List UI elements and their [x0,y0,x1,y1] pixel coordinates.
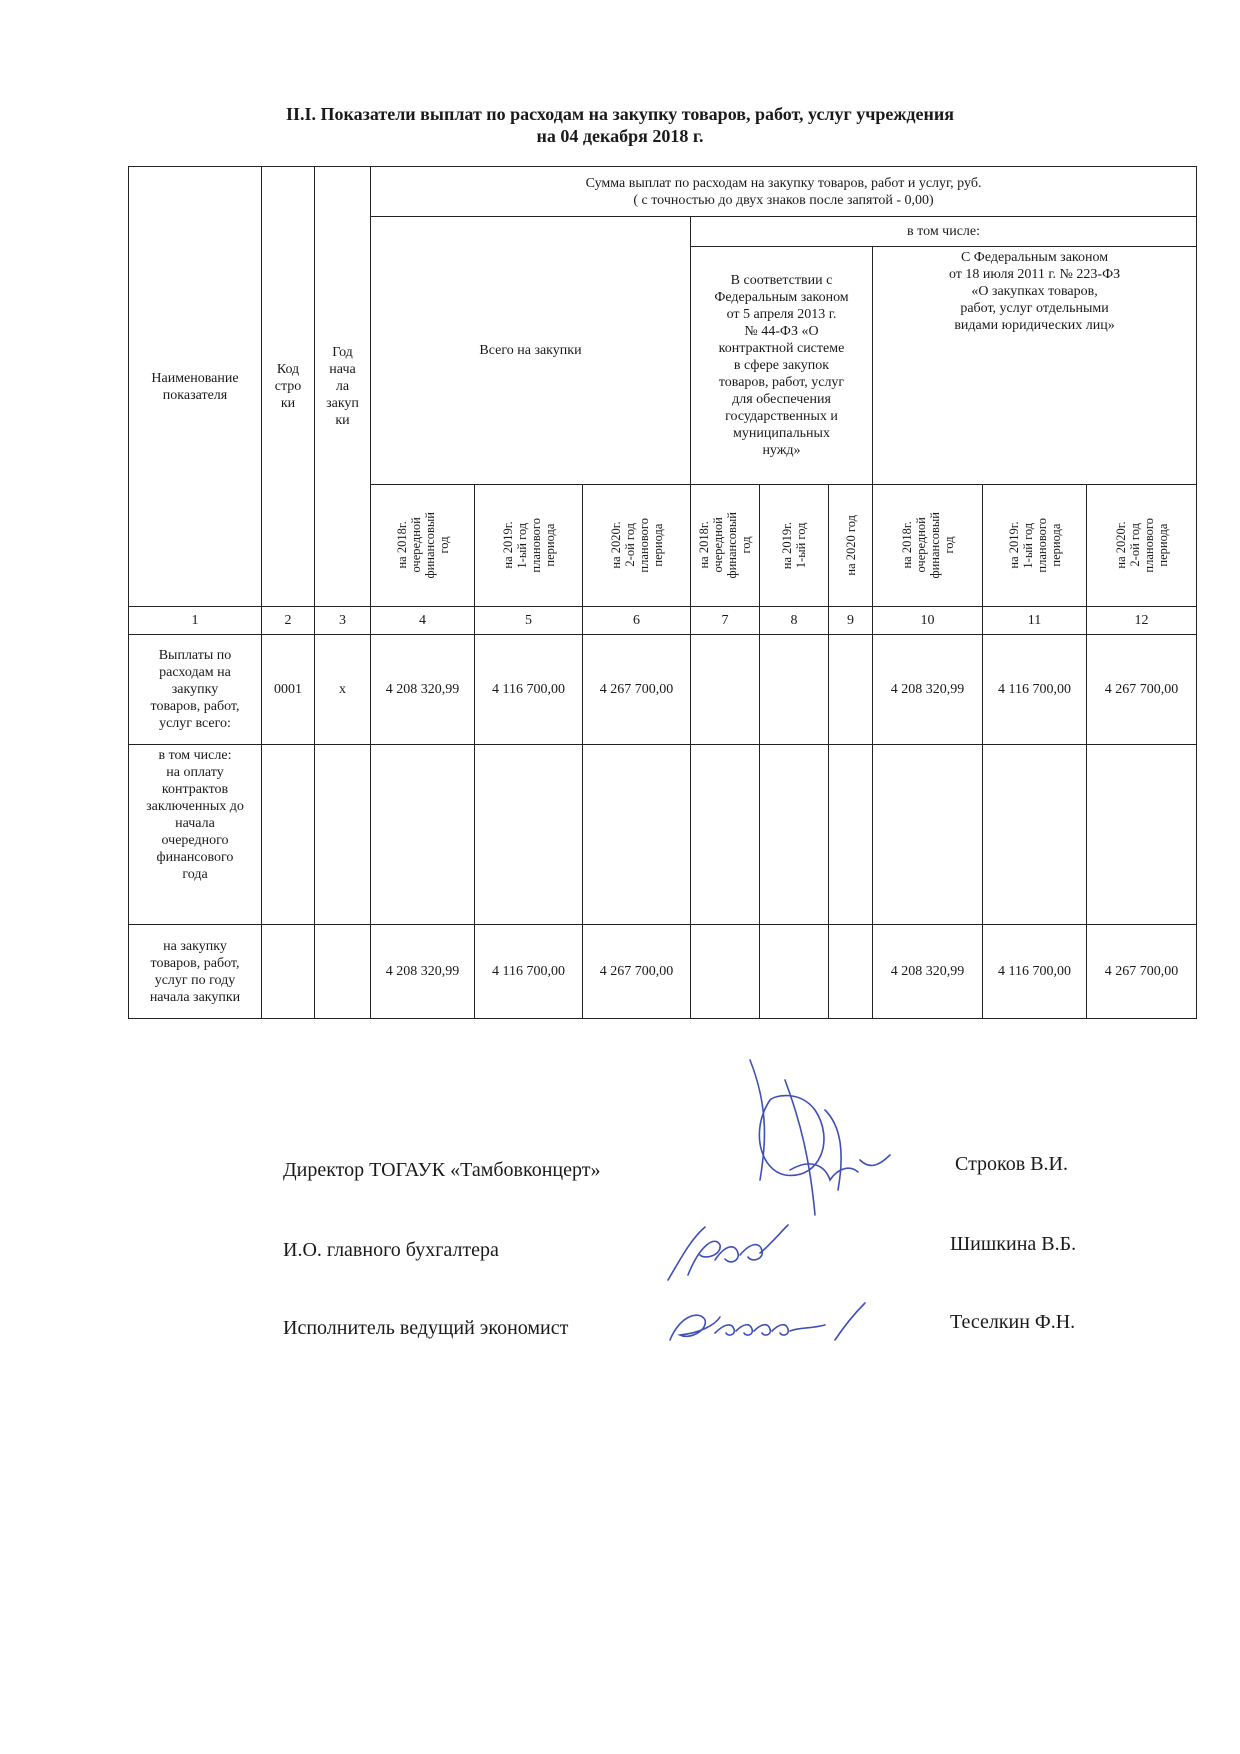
header-name: Наименование показателя [129,167,262,607]
column-number: 6 [583,607,691,635]
row-value [829,925,873,1019]
column-number: 1 [129,607,262,635]
period-col-4: на 2018г. очередной финансовый год [371,485,475,607]
row-value: 4 116 700,00 [475,635,583,745]
column-number: 5 [475,607,583,635]
column-number: 9 [829,607,873,635]
column-number: 7 [691,607,760,635]
row-name: в том числе: на оплату контрактов заключенных до начала очередного финансового года [129,745,262,925]
row-value [475,745,583,925]
row-name: на закупку товаров, работ, услуг по году начала закупки [129,925,262,1019]
director-title: Директор ТОГАУК «Тамбовконцерт» [283,1159,601,1181]
row-value [371,745,475,925]
period-col-8: на 2019г. 1-ый год [760,485,829,607]
row-value: 4 267 700,00 [1087,635,1197,745]
column-number: 10 [873,607,983,635]
row-name: Выплаты по расходам на закупку товаров, работ, услуг всего: [129,635,262,745]
row-value: 4 116 700,00 [983,925,1087,1019]
title-line-2: на 04 декабря 2018 г. [536,126,704,146]
executor-signature [660,1295,880,1355]
header-year: Год нача ла закуп ки [315,167,371,607]
director-name: Строков В.И. [955,1153,1068,1175]
row-value [583,745,691,925]
header-total: Всего на закупки [371,217,691,485]
row-value [691,635,760,745]
header-law-223: С Федеральным законом от 18 июля 2011 г. № 223-ФЗ «О закупках товаров, работ, услуг отдельными видами юридических лиц» [873,247,1197,485]
accountant-name: Шишкина В.Б. [950,1233,1077,1255]
row-value: 4 267 700,00 [583,635,691,745]
table-row [129,925,1197,1019]
period-col-10: на 2018г. очередной финансовый год [873,485,983,607]
row-year [315,745,371,925]
row-value [983,745,1087,925]
row-value [873,745,983,925]
period-col-12: на 2020г. 2-ой год планового периода [1087,485,1197,607]
row-value [691,925,760,1019]
row-code [262,745,315,925]
column-number: 11 [983,607,1087,635]
row-value [829,635,873,745]
payments-table [128,166,1197,1019]
row-year: х [315,635,371,745]
executor-name: Теселкин Ф.Н. [950,1311,1076,1333]
director-signature [730,1040,920,1230]
row-value: 4 116 700,00 [983,635,1087,745]
row-value [829,745,873,925]
row-value: 4 208 320,99 [873,925,983,1019]
row-value: 4 208 320,99 [371,635,475,745]
row-value: 4 267 700,00 [1087,925,1197,1019]
period-col-11: на 2019г. 1-ый год планового периода [983,485,1087,607]
row-value [691,745,760,925]
row-value: 4 267 700,00 [583,925,691,1019]
column-number: 2 [262,607,315,635]
table-row [129,635,1197,745]
executor-title: Исполнитель ведущий экономист [283,1317,569,1339]
header-law-44: В соответствии с Федеральным законом от 5 апреля 2013 г. № 44-ФЗ «О контрактной системе в сфере закупок товаров, работ, услуг для обеспечения государственных и муниципальных нужд» [691,247,873,485]
row-value: 4 116 700,00 [475,925,583,1019]
row-code [262,925,315,1019]
row-value [1087,745,1197,925]
title-line-1: II.I. Показатели выплат по расходам на закупку товаров, работ, услуг учреждения [286,104,954,124]
row-year [315,925,371,1019]
column-number: 3 [315,607,371,635]
period-col-7: на 2018г. очередной финансовый год [691,485,760,607]
row-code: 0001 [262,635,315,745]
period-col-5: на 2019г. 1-ый год планового периода [475,485,583,607]
column-number: 8 [760,607,829,635]
row-value [760,745,829,925]
row-value [760,925,829,1019]
period-col-6: на 2020г. 2-ой год планового периода [583,485,691,607]
column-numbers-row [129,607,1197,635]
document-title [0,103,1240,147]
row-value: 4 208 320,99 [873,635,983,745]
accountant-title: И.О. главного бухгалтера [283,1239,499,1261]
accountant-signature [660,1215,800,1290]
row-value [760,635,829,745]
header-code: Код стро ки [262,167,315,607]
period-col-9: на 2020 год [829,485,873,607]
table-row [129,745,1197,925]
row-value: 4 208 320,99 [371,925,475,1019]
column-number: 12 [1087,607,1197,635]
header-sum: Сумма выплат по расходам на закупку товаров, работ и услуг, руб. ( с точностью до двух знаков после запятой - 0,00) [371,167,1197,217]
header-in-that-number: в том числе: [691,217,1197,247]
column-number: 4 [371,607,475,635]
